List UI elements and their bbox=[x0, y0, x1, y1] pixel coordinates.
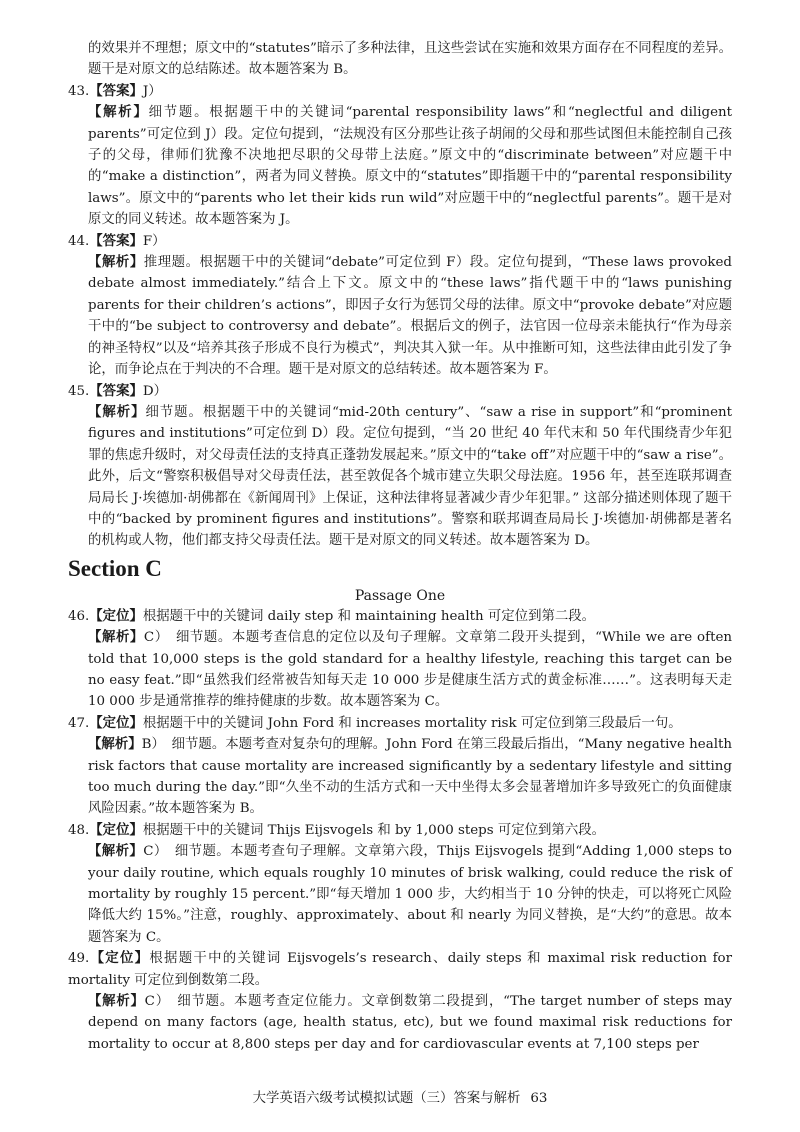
explanation-paragraph bbox=[68, 627, 732, 713]
question-line bbox=[68, 713, 732, 734]
bracket-label: 【定位】 bbox=[89, 607, 143, 624]
body-text: J） bbox=[142, 83, 162, 99]
body-text: 推理题。根据题干中的关键词“debate”可定位到 F）段。定位句提到，“These laws provoked debate almost immediately.”结合上下文。原文中的“these laws”指代题干中的“laws punishing parents for their children’s actions”，即因子女行为惩罚父母的法律。原文中“provoke debate”对应题干中的“be subject to controversy and debate”。根据后文的例子，法官因一位母亲未能执行“作为母亲的神圣特权”以及“培养其孩子形成不良行为模式”，判决其入狱一年。从中推断可知，这些法律由此引发了争论，而争论点在于判决的不合理。题干是对原文的总结转述。故本题答案为 F。 bbox=[88, 255, 733, 378]
explanation-paragraph bbox=[68, 991, 732, 1055]
body-text: 细节题。根据题干中的关键词“parental responsibility laws”和“neglectful and diligent parents”可定位到 J）段。定位句提到，“法规没有区分那些让孩子胡闹的父母和那些试图但未能控制自己孩子的父母，律师们犹豫不决地把尽职的父母带上法庭。”原文中的“discriminate between”对应题干中的“make a distinction”，两者为同义替换。原文中的“statutes”即指题干中的“parental responsibility laws”。原文中的“parents who let their kids run wild”对应题干中的“neglectful parents”。题干是对原文的同义转述。故本题答案为 J。 bbox=[88, 105, 732, 228]
bracket-label: 【解析】 bbox=[88, 736, 142, 753]
section-heading: Section C bbox=[68, 555, 162, 581]
question-line bbox=[68, 381, 732, 402]
explanation-paragraph bbox=[68, 252, 732, 380]
question-number: 49. bbox=[68, 951, 90, 967]
bracket-label: 【解析】 bbox=[88, 629, 144, 646]
body-text: 根据题干中的关键词 Thijs Eijsvogels 和 by 1,000 steps 可定位到第六段。 bbox=[142, 822, 605, 838]
body-text: C） 细节题。本题考查定位能力。文章倒数第二段提到，“The target number of steps may depend on many factors (age, health status, etc), but we found maximal risk reductions for mortality to occur at 8,800 steps per day and for cardiovascular events at 7,100 steps per bbox=[88, 994, 732, 1052]
explanation-paragraph bbox=[68, 734, 732, 820]
bracket-label: 【答案】 bbox=[89, 232, 143, 249]
bracket-label: 【解析】 bbox=[88, 254, 144, 271]
question-number: 45. bbox=[68, 383, 90, 399]
body-text: 根据题干中的关键词 daily step 和 maintaining health 可定位到第二段。 bbox=[142, 608, 596, 624]
footer-title: 大学英语六级考试模拟试题（三）答案与解析 bbox=[252, 1091, 521, 1106]
body-text: 细节题。根据题干中的关键词“mid-20th century”、“saw a rise in support”和“prominent figures and institutions”可定位到 D）段。定位句提到，“当 20 世纪 40 年代末和 50 年代围绕青少年犯罪的焦虑升级时，对父母责任法的支持真正蓬勃发展起来。”原文中的“take off”对应题干中的“saw a rise”。此外，后文“警察积极倡导对父母责任法，甚至敦促各个城市建立失职父母法庭。1956 年，甚至连联邦调查局局长 J·埃德加·胡佛都在《新闻周刊》上保证，这种法律将显著减少青少年犯罪。” 这部分描述则体现了题干中的“backed by prominent figures and institutions”。警察和联邦调查局局长 J·埃德加·胡佛都是著名的机构或人物，他们都支持父母责任法。题干是对原文的同义转述。故本题答案为 D。 bbox=[88, 404, 732, 549]
bracket-label: 【定位】 bbox=[89, 950, 150, 967]
body-text: F） bbox=[142, 233, 166, 249]
bracket-label: 【定位】 bbox=[89, 714, 143, 731]
question-number: 44. bbox=[68, 233, 90, 249]
body-text: 根据题干中的关键词 Eijsvogels’s research、daily steps 和 maximal risk reduction for mortality 可定位到倒数第二段。 bbox=[68, 951, 732, 988]
bracket-label: 【解析】 bbox=[88, 843, 144, 860]
body-text: C） 细节题。本题考查信息的定位以及句子理解。文章第二段开头提到，“While we are often told that 10,000 steps is the gold standard for a healthy lifestyle, reaching this target can be no easy feat.”即“虽然我们经常被告知每天走 10 000 步是健康生活方式的黄金标准……”。这表明每天走 10 000 步是通常推荐的维持健康的步数。故本题答案为 C。 bbox=[88, 630, 732, 710]
question-line bbox=[68, 606, 732, 627]
question-line bbox=[68, 948, 732, 991]
question-number: 48. bbox=[68, 822, 90, 838]
question-line bbox=[68, 81, 732, 102]
question-line bbox=[68, 231, 732, 252]
explanation-paragraph bbox=[68, 402, 732, 552]
question-number: 43. bbox=[68, 83, 90, 99]
page-content bbox=[68, 38, 732, 1055]
question-number: 47. bbox=[68, 715, 90, 731]
passage-heading: Passage One bbox=[354, 587, 446, 604]
bracket-label: 【解析】 bbox=[88, 104, 149, 121]
question-number: 46. bbox=[68, 608, 90, 624]
question-line bbox=[68, 820, 732, 841]
bracket-label: 【定位】 bbox=[89, 821, 143, 838]
bracket-label: 【答案】 bbox=[89, 82, 143, 99]
body-text: D） bbox=[142, 383, 167, 399]
bracket-label: 【答案】 bbox=[89, 382, 143, 399]
page-footer bbox=[0, 1088, 800, 1109]
bracket-label: 【解析】 bbox=[88, 993, 145, 1010]
explanation-paragraph bbox=[68, 102, 732, 230]
body-text: C） 细节题。本题考查句子理解。文章第六段，Thijs Eijsvogels 提到“Adding 1,000 steps to your daily routine, which equals roughly 10 minutes of brisk walking, could reduce the risk of mortality by roughly 15 percent.”即“每天增加 1 000 步，大约相当于 10 分钟的快走，可以将死亡风险降低大约 15%。”注意，roughly、approximately、about 和 nearly 为同义替换，是“大约”的意思。故本题答案为 C。 bbox=[88, 844, 732, 945]
body-text: 根据题干中的关键词 John Ford 和 increases mortality risk 可定位到第三段最后一句。 bbox=[142, 715, 682, 731]
page-number: 63 bbox=[530, 1091, 548, 1106]
explanation-paragraph bbox=[68, 841, 732, 948]
bracket-label: 【解析】 bbox=[88, 403, 146, 420]
body-text: B） 细节题。本题考查对复杂句的理解。John Ford 在第三段最后指出，“Many negative health risk factors that cause mortality are increased significantly by a sedentary lifestyle and sitting too much during the day.”即“久坐不动的生活方式和一天中坐得太多会显著增加许多导致死亡的负面健康风险因素。”故本题答案为 B。 bbox=[88, 737, 732, 817]
continued-paragraph: 的效果并不理想；原文中的“statutes”暗示了多种法律，且这些尝试在实施和效果方面存在不同程度的差异。题干是对原文的总结陈述。故本题答案为 B。 bbox=[88, 41, 732, 78]
